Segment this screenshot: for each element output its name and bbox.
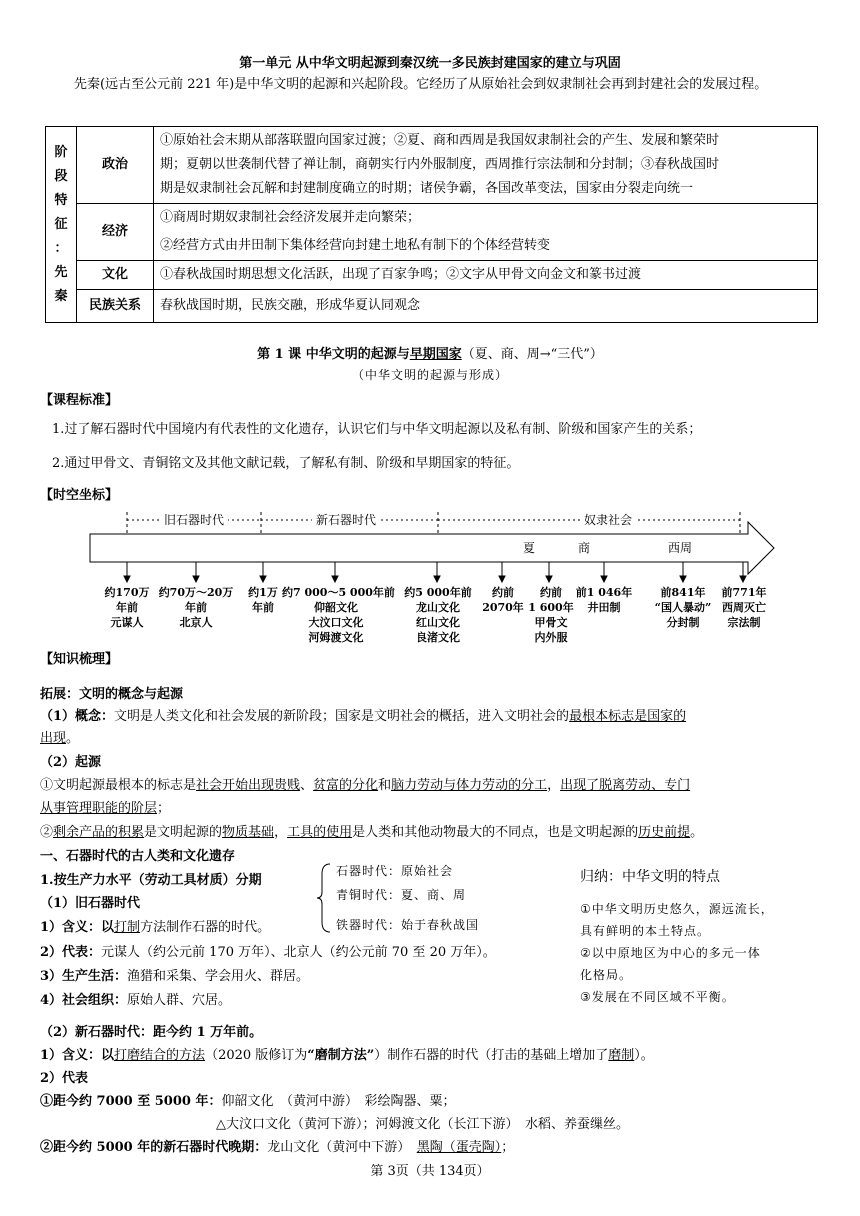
event-western-zhou-fall: 前771年 西周灭亡 宗法制 (721, 586, 767, 629)
concept-line2: 出现。 (40, 731, 80, 746)
period-title: 1.按生产力水平（劳动工具材质）分期 (40, 873, 262, 888)
standard-1: 1.过了解石器时代中国境内有代表性的文化遗存，认识它们与中华文明起源以及私有制、阶级和国家产生的关系； (52, 422, 702, 437)
row-head-politics: 政治 (77, 127, 154, 204)
summary-title: 归纳：中华文明的特点 (580, 869, 720, 885)
row-culture: ①春秋战国时期思想文化活跃，出现了百家争鸣；②文字从甲骨文向金文和篆书过渡 (154, 261, 818, 290)
event-zhou-founding: 前1 046年 井田制 (575, 586, 633, 614)
row-ethnic: 春秋战国时期，民族交融，形成华夏认同观念 (154, 290, 818, 323)
dynasty-shang: 商 (578, 541, 591, 555)
origin-heading: （2）起源 (40, 755, 102, 770)
brace-stone-age: 石器时代：原始社会 (336, 864, 454, 878)
brace-icon (316, 862, 332, 934)
summary-list: ①中华文明历史悠久，源远流长， 具有鲜明的本土特点。 ②以中原地区为中心的多元一体 化格局。 ③发展在不同区域不平衡。 (580, 902, 774, 1004)
timeline-ticks (0, 560, 860, 584)
event-xia-founding: 约前 2070年 (482, 586, 524, 614)
unit-title: 第一单元 从中华文明起源到秦汉统一多民族封建国家的建立与巩固 (239, 56, 621, 71)
row-head-ethnic: 民族关系 (77, 290, 154, 323)
era-neolithic: 新石器时代 (312, 511, 380, 528)
section1-title: 一、石器时代的古人类和文化遗存 (40, 849, 236, 864)
neolithic-rep-1: ①距今约 7000 至 5000 年：仰韶文化 （黄河中游） 彩绘陶器、粟； (40, 1094, 456, 1109)
event-yuanmou: 约170万 年前 元谋人 (104, 586, 150, 629)
knowledge-heading: 【知识梳理】 (40, 652, 119, 667)
origin-line2: 从事管理职能的阶层； (40, 801, 171, 816)
standard-2: 2.通过甲骨文、青铜铭文及其他文献记载，了解私有制、阶级和早期国家的特征。 (52, 456, 520, 471)
dynasty-xia: 夏 (523, 541, 536, 555)
table-side-label: 阶 段 特 征 ： 先 秦 (46, 127, 77, 323)
neolithic-title: （2）新石器时代：距今约 1 万年前。 (40, 1025, 263, 1040)
brace-bronze-age: 青铜时代：夏、商、周 (336, 888, 467, 902)
era-paleolithic: 旧石器时代 (160, 511, 228, 528)
event-guoren-riot: 前841年 “国人暴动” 分封制 (654, 586, 712, 629)
unit-intro: 先秦(远古至公元前 221 年)是中华文明的起源和兴起阶段。它经历了从原始社会到奴隶制社会再到封建社会的发展过程。 (74, 77, 768, 92)
paleolithic-life: 3）生产生活：渔猎和采集、学会用火、群居。 (40, 969, 310, 984)
paleolithic-representatives: 2）代表：元谋人（约公元前 170 万年）、北京人（约公元前 70 至 20 万年）。 (40, 945, 496, 960)
row-head-economy: 经济 (77, 204, 154, 261)
lesson-title: 第 1 课 中华文明的起源与早期国家（夏、商、周→“三代”） (257, 347, 603, 362)
neolithic-rep-2: △大汶口文化（黄河下游）；河姆渡文化（长江下游） 水稻、养蚕缫丝。 (216, 1117, 629, 1132)
standards-heading: 【课程标准】 (40, 393, 119, 408)
paleolithic-title: （1）旧石器时代 (40, 896, 141, 911)
row-economy: ①商周时期奴隶制社会经济发展并走向繁荣； ②经营方式由井田制下集体经营向封建土地私有制下的个体经营转变 (154, 204, 818, 261)
event-shang-founding: 约前 1 600年 甲骨文 内外服 (528, 586, 574, 644)
event-longshan: 约5 000年前 龙山文化 红山文化 良渚文化 (404, 586, 472, 644)
paleolithic-organization: 4）社会组织：原始人群、穴居。 (40, 993, 232, 1008)
extension-title: 拓展：文明的概念与起源 (40, 687, 184, 702)
event-10k-years: 约1万 年前 (248, 586, 278, 614)
neolithic-meaning: 1）含义：以打磨结合的方法（2020 版修订为“磨制方法”）制作石器的时代（打击的基础上增加了磨制）。 (40, 1048, 654, 1063)
row-head-culture: 文化 (77, 261, 154, 290)
row-politics: ①原始社会末期从部落联盟向国家过渡；②夏、商和西周是我国奴隶制社会的产生、发展和繁荣时 期；夏朝以世袭制代替了禅让制，商朝实行内外服制度，西周推行宗法制和分封制；③春秋战国时 期是奴隶制社会瓦解和封建制度确立的时期；诸侯争霸，各国改革变法，国家由分裂走向统一 (154, 127, 818, 204)
neolithic-rep-3: ②距今约 5000 年的新石器时代晚期：龙山文化（黄河中下游） 黑陶（蛋壳陶）； (40, 1140, 515, 1155)
timeline-heading: 【时空坐标】 (40, 488, 119, 503)
neolithic-representatives: 2）代表 (40, 1071, 89, 1086)
era-slave-society: 奴隶社会 (580, 511, 636, 528)
brace-iron-age: 铁器时代：始于春秋战国 (336, 918, 480, 932)
stage-table (45, 126, 818, 323)
dynasty-western-zhou: 西周 (668, 541, 693, 555)
concept-line1: （1）概念：文明是人类文化和社会发展的新阶段；国家是文明社会的概括，进入文明社会的最根本标志是国家的 (40, 709, 687, 724)
page-footer: 第 3页（共 134页） (370, 1164, 490, 1179)
paleolithic-meaning: 1）含义：以打制方法制作石器的时代。 (40, 920, 271, 935)
event-yangshao: 约7 000～5 000年前 仰韶文化 大汶口文化 河姆渡文化 (282, 586, 395, 644)
lesson-subtitle: （中华文明的起源与形成） (351, 368, 508, 382)
origin-line3: ②剩余产品的积累是文明起源的物质基础，工具的使用是人类和其他动物最大的不同点，也是文明起源的历史前提。 (40, 825, 704, 840)
event-peking-man: 约70万～20万 年前 北京人 (158, 586, 234, 629)
origin-line1: ①文明起源最根本的标志是社会开始出现贵贱、贫富的分化和脑力劳动与体力劳动的分工，出现了脱离劳动、专门 (40, 778, 691, 793)
